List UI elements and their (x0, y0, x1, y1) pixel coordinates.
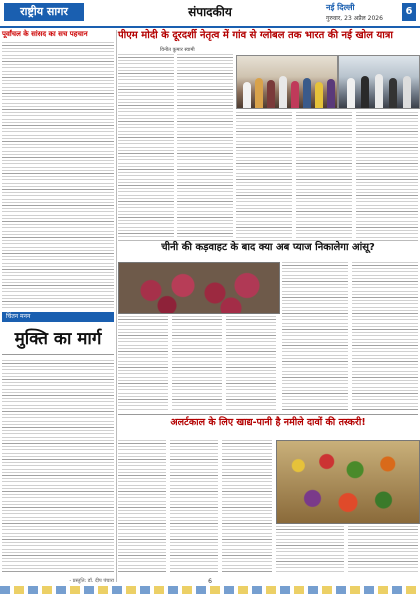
author-line: - प्रस्तुति: डॉ. दीप पंचारा (69, 578, 114, 584)
vegetables-photo (276, 440, 420, 524)
bottom-story-text-col3 (222, 440, 272, 572)
page-folio: 6 (208, 578, 212, 585)
masthead: राष्ट्रीय सागर (4, 3, 84, 21)
photo-figure (361, 76, 369, 108)
onion-photo (118, 262, 280, 314)
top-story-photo-2 (338, 55, 420, 109)
photo-figure (255, 78, 263, 108)
photo-figure (347, 78, 355, 108)
page-header (0, 0, 420, 28)
bottom-story-text-col2 (170, 440, 218, 572)
page-number: 6 (402, 3, 416, 21)
edition-date: गुरुवार, 23 अप्रैल 2026 (326, 15, 383, 22)
onion-story-text-col4 (282, 262, 348, 410)
onion-story-text-col5 (352, 262, 418, 410)
editorial-title: पूर्वांचल के सांसद का सच पहचान (2, 30, 88, 38)
top-story-text-col5 (356, 112, 418, 238)
photo-figure (389, 78, 397, 108)
left-column (2, 30, 114, 584)
section-label: चिंतन मनन (2, 312, 114, 322)
photo-figure (375, 74, 383, 108)
bottom-story-text-col5 (348, 526, 418, 574)
photo-figure (403, 76, 411, 108)
onion-story-headline: चीनी की कड़वाहट के बाद क्या अब प्याज निकालेगा आंसू? (161, 242, 375, 253)
top-story-text-col2 (177, 54, 233, 238)
photo-figure (279, 76, 287, 108)
section-title: संपादकीय (188, 5, 232, 19)
top-story-text-col3 (236, 112, 292, 238)
column-rule (116, 30, 117, 582)
bottom-story-text-col1 (118, 440, 166, 572)
onion-story-text-col2 (172, 316, 222, 410)
onion-story-text-col1 (118, 316, 168, 410)
photo-figure (327, 79, 335, 108)
photo-figure (243, 82, 251, 108)
story-divider (118, 240, 418, 241)
bottom-story-headline: अलर्टकाल के लिए खाद्य-पानी है नमीले दावों की तस्करी! (118, 414, 418, 429)
mukti-body-text (2, 360, 114, 572)
top-story-text-col1 (118, 54, 174, 238)
footer-bar (0, 586, 420, 594)
top-story-text-col4 (296, 112, 352, 238)
top-story-photo-1 (236, 55, 338, 109)
photo-figure (303, 78, 311, 108)
edition-name: नई दिल्ली (326, 3, 355, 12)
editorial-body-text (2, 42, 114, 308)
onion-story-text-col3 (226, 316, 276, 410)
mukti-heading: मुक्ति का मार्ग (2, 324, 114, 355)
top-story-headline: पीएम मोदी के दूरदर्शी नेतृत्व में गांव से ग्लोबल तक भारत की नई खोल यात्रा (118, 30, 393, 41)
top-story-byline: विनीत कुमार स्वामी (160, 47, 195, 53)
photo-figure (315, 82, 323, 108)
bottom-story-text-col4 (276, 526, 344, 574)
photo-figure (291, 81, 299, 108)
photo-figure (267, 80, 275, 108)
